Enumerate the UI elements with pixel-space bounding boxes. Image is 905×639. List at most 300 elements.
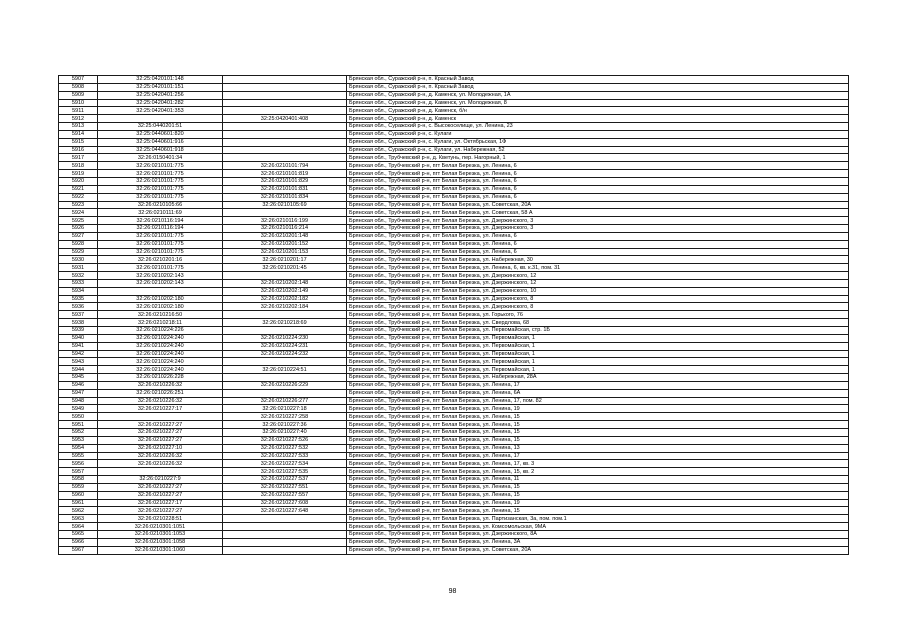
cell-address: Брянская обл., Трубчевский р-н, пгт Белая Березка, ул. Ленина, 13 — [347, 444, 849, 452]
cell-cadastral-number-2: 32:26:0210202:184 — [223, 303, 347, 311]
cell-row-number: 5924 — [59, 209, 98, 217]
cell-address: Брянская обл., Суражский р-н, с. Кулаги, ул. Набережная, 52 — [347, 146, 849, 154]
cell-cadastral-number-2: 32:26:0210227:258 — [223, 413, 347, 421]
cell-address: Брянская обл., Трубчевский р-н, пгт Белая Березка, ул. Дзержинского, 12 — [347, 272, 849, 280]
cell-address: Брянская обл., Трубчевский р-н, пгт Белая Березка, ул. Ленина, 11 — [347, 476, 849, 484]
cell-row-number: 5927 — [59, 232, 98, 240]
cell-address: Брянская обл., Трубчевский р-н, пгт Белая Березка, ул. Горького, 76 — [347, 311, 849, 319]
cell-cadastral-number: 32:26:0210224:240 — [98, 350, 223, 358]
cell-cadastral-number: 32:26:0210224:240 — [98, 342, 223, 350]
cell-address: Брянская обл., Трубчевский р-н, пгт Белая Березка, ул. Советская, 20А — [347, 546, 849, 554]
cell-row-number: 5930 — [59, 256, 98, 264]
page-number: 98 — [448, 588, 457, 595]
table-row — [59, 334, 849, 342]
cell-row-number: 5952 — [59, 428, 98, 436]
cell-address: Брянская обл., Трубчевский р-н, пгт Белая Березка, ул. Ленина, 19 — [347, 499, 849, 507]
cell-row-number: 5967 — [59, 546, 98, 554]
cell-row-number: 5931 — [59, 264, 98, 272]
cell-address: Брянская обл., Трубчевский р-н, пгт Белая Березка, ул. Первомайская, 1 — [347, 334, 849, 342]
cell-address: Брянская обл., Трубчевский р-н, пгт Белая Березка, ул. Свердлова, 68 — [347, 319, 849, 327]
cell-row-number: 5955 — [59, 452, 98, 460]
cell-cadastral-number: 32:26:0210101:775 — [98, 177, 223, 185]
table-row — [59, 350, 849, 358]
cell-cadastral-number-2: 32:26:0210201:17 — [223, 256, 347, 264]
cell-cadastral-number: 32:26:0210101:775 — [98, 193, 223, 201]
table-row — [59, 279, 849, 287]
table-row — [59, 209, 849, 217]
cell-row-number: 5965 — [59, 530, 98, 538]
cell-cadastral-number-2: 32:26:0210201:148 — [223, 232, 347, 240]
cell-row-number: 5920 — [59, 177, 98, 185]
cell-row-number: 5959 — [59, 483, 98, 491]
cell-row-number: 5929 — [59, 248, 98, 256]
cell-row-number: 5925 — [59, 217, 98, 225]
cell-address: Брянская обл., Трубчевский р-н, пгт Белая Березка, ул. Ленина, 15 — [347, 507, 849, 515]
cell-address: Брянская обл., Трубчевский р-н, пгт Белая Березка, ул. Ленина, 17, пом. 82 — [347, 397, 849, 405]
cell-address: Брянская обл., Суражский р-н, с. Кулаги — [347, 130, 849, 138]
table-row — [59, 389, 849, 397]
cell-cadastral-number: 32:26:0210116:194 — [98, 217, 223, 225]
table-row — [59, 248, 849, 256]
cell-cadastral-number-2 — [223, 146, 347, 154]
cell-cadastral-number-2: 32:26:0210227:537 — [223, 476, 347, 484]
cell-cadastral-number-2 — [223, 530, 347, 538]
cell-cadastral-number: 32:26:0210101:775 — [98, 248, 223, 256]
cell-cadastral-number: 32:26:0210227:27 — [98, 491, 223, 499]
cell-cadastral-number: 32:26:0210224:226 — [98, 327, 223, 335]
cell-cadastral-number-2: 32:26:0210227:557 — [223, 491, 347, 499]
cell-address: Брянская обл., Трубчевский р-н, пгт Белая Березка, ул. Дзержинского, 10 — [347, 287, 849, 295]
cell-cadastral-number-2: 32:26:0210202:182 — [223, 295, 347, 303]
cell-cadastral-number: 32:26:0210301:1058 — [98, 538, 223, 546]
table-row — [59, 201, 849, 209]
cell-cadastral-number-2: 32:26:0210224:231 — [223, 342, 347, 350]
cell-address: Брянская обл., Трубчевский р-н, пгт Белая Березка, ул. Советская, 20А — [347, 201, 849, 209]
cell-address: Брянская обл., Трубчевский р-н, д. Кветунь, пер. Нагорный, 1 — [347, 154, 849, 162]
cell-cadastral-number-2 — [223, 107, 347, 115]
cell-cadastral-number-2 — [223, 123, 347, 131]
table-row — [59, 523, 849, 531]
cell-cadastral-number: 32:26:0210202:143 — [98, 272, 223, 280]
cell-cadastral-number: 32:26:0210101:775 — [98, 170, 223, 178]
cell-cadastral-number-2: 32:26:0210218:69 — [223, 319, 347, 327]
cell-row-number: 5916 — [59, 146, 98, 154]
cell-cadastral-number: 32:26:0210301:1051 — [98, 523, 223, 531]
cell-address: Брянская обл., Трубчевский р-н, пгт Белая Березка, ул. Ленина, 17 — [347, 452, 849, 460]
cell-address: Брянская обл., Трубчевский р-н, пгт Белая Березка, ул. Дзержинского, 8 — [347, 295, 849, 303]
cell-row-number: 5961 — [59, 499, 98, 507]
cell-cadastral-number: 32:26:0210226:32 — [98, 381, 223, 389]
cell-cadastral-number: 32:26:0210202:143 — [98, 279, 223, 287]
cell-cadastral-number: 32:26:0210116:194 — [98, 225, 223, 233]
table-row — [59, 146, 849, 154]
cell-row-number: 5919 — [59, 170, 98, 178]
cell-cadastral-number: 32:26:0210101:775 — [98, 240, 223, 248]
cell-cadastral-number-2: 32:26:0210201:153 — [223, 248, 347, 256]
cell-cadastral-number: 32:26:0210224:240 — [98, 366, 223, 374]
cell-row-number: 5945 — [59, 374, 98, 382]
table-row — [59, 499, 849, 507]
cell-cadastral-number: 32:26:0210224:240 — [98, 358, 223, 366]
cell-address: Брянская обл., Трубчевский р-н, пгт Белая Березка, ул. Дзержинского, 3 — [347, 225, 849, 233]
cell-cadastral-number: 32:25:0440601:918 — [98, 146, 223, 154]
cell-cadastral-number-2 — [223, 83, 347, 91]
table-body — [59, 76, 849, 555]
cell-row-number: 5944 — [59, 366, 98, 374]
cell-row-number: 5907 — [59, 76, 98, 84]
cell-cadastral-number-2 — [223, 99, 347, 107]
table-row — [59, 107, 849, 115]
table-row — [59, 476, 849, 484]
cell-address: Брянская обл., Трубчевский р-н, пгт Белая Березка, ул. Ленина, 6А — [347, 389, 849, 397]
cell-row-number: 5957 — [59, 468, 98, 476]
cell-cadastral-number: 32:26:0210227:10 — [98, 444, 223, 452]
cell-cadastral-number: 32:26:0150401:34 — [98, 154, 223, 162]
cell-cadastral-number-2 — [223, 209, 347, 217]
table-row — [59, 327, 849, 335]
cell-cadastral-number: 32:26:0210224:240 — [98, 334, 223, 342]
table-row — [59, 177, 849, 185]
table-row — [59, 358, 849, 366]
cell-cadastral-number-2: 32:26:0210226:229 — [223, 381, 347, 389]
cell-cadastral-number-2: 32:26:0210224:232 — [223, 350, 347, 358]
table-row — [59, 444, 849, 452]
table-row — [59, 428, 849, 436]
cell-cadastral-number: 32:25:0420401:256 — [98, 91, 223, 99]
cell-cadastral-number-2 — [223, 327, 347, 335]
cell-cadastral-number-2 — [223, 138, 347, 146]
cell-cadastral-number-2: 32:26:0210227:532 — [223, 444, 347, 452]
table-row — [59, 436, 849, 444]
table-row — [59, 530, 849, 538]
table-row — [59, 413, 849, 421]
cell-row-number: 5937 — [59, 311, 98, 319]
cell-cadastral-number: 32:26:0210101:775 — [98, 162, 223, 170]
cell-row-number: 5963 — [59, 515, 98, 523]
cell-row-number: 5912 — [59, 115, 98, 123]
table-row — [59, 460, 849, 468]
table-row — [59, 381, 849, 389]
cell-row-number: 5966 — [59, 538, 98, 546]
table-row — [59, 342, 849, 350]
cell-address: Брянская обл., Трубчевский р-н, пгт Белая Березка, ул. Ленина, 19 — [347, 405, 849, 413]
cell-cadastral-number-2: 32:26:0210224:51 — [223, 366, 347, 374]
cell-row-number: 5958 — [59, 476, 98, 484]
cell-row-number: 5954 — [59, 444, 98, 452]
cell-cadastral-number: 32:26:0210227:27 — [98, 436, 223, 444]
cell-address: Брянская обл., Трубчевский р-н, пгт Белая Березка, ул. Дзержинского, 8А — [347, 530, 849, 538]
cell-row-number: 5909 — [59, 91, 98, 99]
cell-address: Брянская обл., Трубчевский р-н, пгт Белая Березка, ул. Ленина, 6 — [347, 177, 849, 185]
cell-address: Брянская обл., Трубчевский р-н, пгт Белая Березка, ул. Ленина, 6 — [347, 170, 849, 178]
cell-row-number: 5926 — [59, 225, 98, 233]
cell-cadastral-number-2: 32:26:0210227:551 — [223, 483, 347, 491]
cell-address: Брянская обл., Трубчевский р-н, пгт Белая Березка, ул. Советская, 58 А — [347, 209, 849, 217]
cell-address: Брянская обл., Суражский р-н, с. Высокоселище, ул. Ленина, 23 — [347, 123, 849, 131]
cell-cadastral-number: 32:26:0210226:32 — [98, 397, 223, 405]
cell-cadastral-number-2 — [223, 523, 347, 531]
table-row — [59, 515, 849, 523]
table-row — [59, 240, 849, 248]
table-row — [59, 193, 849, 201]
cell-address: Брянская обл., Трубчевский р-н, пгт Белая Березка, ул. Первомайская, 1 — [347, 350, 849, 358]
cell-row-number: 5960 — [59, 491, 98, 499]
cell-address: Брянская обл., Трубчевский р-н, пгт Белая Березка, ул. Ленина, 17 — [347, 381, 849, 389]
table-row — [59, 170, 849, 178]
cell-cadastral-number: 32:26:0210105:66 — [98, 201, 223, 209]
cell-address: Брянская обл., Суражский р-н, д. Каменск — [347, 115, 849, 123]
cell-cadastral-number-2: 32:26:0210226:277 — [223, 397, 347, 405]
cell-cadastral-number-2: 32:26:0210116:199 — [223, 217, 347, 225]
cell-cadastral-number-2 — [223, 311, 347, 319]
cell-row-number: 5941 — [59, 342, 98, 350]
table-row — [59, 507, 849, 515]
cell-cadastral-number-2: 32:26:0210227:648 — [223, 507, 347, 515]
table-row — [59, 138, 849, 146]
cell-cadastral-number: 32:26:0210227:27 — [98, 507, 223, 515]
registry-table — [58, 75, 849, 555]
cell-row-number: 5908 — [59, 83, 98, 91]
table-row — [59, 452, 849, 460]
table-row — [59, 287, 849, 295]
cell-row-number: 5946 — [59, 381, 98, 389]
cell-cadastral-number: 32:26:0210227:17 — [98, 405, 223, 413]
cell-cadastral-number: 32:26:0210111:69 — [98, 209, 223, 217]
cell-cadastral-number: 32:25:0420101:148 — [98, 76, 223, 84]
cell-address: Брянская обл., Трубчевский р-н, пгт Белая Березка, ул. Набережная, 28А — [347, 374, 849, 382]
cell-cadastral-number-2: 32:26:0210202:148 — [223, 279, 347, 287]
table-row — [59, 264, 849, 272]
cell-cadastral-number-2: 32:26:0210227:608 — [223, 499, 347, 507]
cell-address: Брянская обл., Трубчевский р-н, пгт Белая Березка, ул. Дзержинского, 12 — [347, 279, 849, 287]
cell-cadastral-number-2: 32:26:0210105:69 — [223, 201, 347, 209]
cell-cadastral-number: 32:26:0210227:17 — [98, 499, 223, 507]
cell-address: Брянская обл., Трубчевский р-н, пгт Белая Березка, ул. Ленина, 6 — [347, 248, 849, 256]
cell-cadastral-number: 32:26:0210301:1060 — [98, 546, 223, 554]
cell-address: Брянская обл., Трубчевский р-н, пгт Белая Березка, ул. Первомайская, стр. 1Б — [347, 327, 849, 335]
cell-cadastral-number-2: 32:26:0210116:214 — [223, 225, 347, 233]
cell-cadastral-number: 32:26:0210101:775 — [98, 264, 223, 272]
cell-cadastral-number: 32:26:0210226:251 — [98, 389, 223, 397]
table-row — [59, 76, 849, 84]
cell-address: Брянская обл., Трубчевский р-н, пгт Белая Березка, ул. Ленина, 15, кв. 2 — [347, 468, 849, 476]
cell-address: Брянская обл., Трубчевский р-н, пгт Белая Березка, ул. Ленина, 6 — [347, 240, 849, 248]
cell-cadastral-number: 32:26:0210226:228 — [98, 374, 223, 382]
table-row — [59, 99, 849, 107]
table-row — [59, 366, 849, 374]
cell-row-number: 5947 — [59, 389, 98, 397]
table-row — [59, 319, 849, 327]
cell-address: Брянская обл., Трубчевский р-н, пгт Белая Березка, ул. Ленина, 15 — [347, 428, 849, 436]
cell-address: Брянская обл., Суражский р-н, д. Каменск, ул. Молодежная, 1А — [347, 91, 849, 99]
cell-cadastral-number: 32:25:0440201:51 — [98, 123, 223, 131]
table-row — [59, 311, 849, 319]
cell-row-number: 5934 — [59, 287, 98, 295]
cell-address: Брянская обл., Трубчевский р-н, пгт Белая Березка, ул. Ленина, 15 — [347, 491, 849, 499]
cell-address: Брянская обл., Трубчевский р-н, пгт Белая Березка, ул. Ленина, 6 — [347, 162, 849, 170]
cell-cadastral-number: 32:26:0210226:32 — [98, 452, 223, 460]
cell-address: Брянская обл., Суражский р-н, п. Красный Завод — [347, 83, 849, 91]
cell-row-number: 5951 — [59, 421, 98, 429]
cell-address: Брянская обл., Трубчевский р-н, пгт Белая Березка, ул. Ленина, 6 — [347, 232, 849, 240]
table-row — [59, 546, 849, 554]
cell-cadastral-number-2 — [223, 154, 347, 162]
cell-row-number: 5921 — [59, 185, 98, 193]
cell-cadastral-number-2: 32:26:0210227:535 — [223, 468, 347, 476]
table-row — [59, 405, 849, 413]
cell-cadastral-number: 32:25:0440601:916 — [98, 138, 223, 146]
cell-address: Брянская обл., Трубчевский р-н, пгт Белая Березка, ул. Ленина, 15 — [347, 436, 849, 444]
cell-cadastral-number-2: 32:26:0210201:152 — [223, 240, 347, 248]
cell-cadastral-number-2: 32:26:0210201:45 — [223, 264, 347, 272]
cell-address: Брянская обл., Трубчевский р-н, пгт Белая Березка, ул. Первомайская, 1 — [347, 366, 849, 374]
cell-address: Брянская обл., Трубчевский р-н, пгт Белая Березка, ул. Ленина, 6, кв. к.31, пом. 31 — [347, 264, 849, 272]
cell-address: Брянская обл., Трубчевский р-н, пгт Белая Березка, ул. Дзержинского, 8 — [347, 303, 849, 311]
cell-row-number: 5917 — [59, 154, 98, 162]
cell-address: Брянская обл., Трубчевский р-н, пгт Белая Березка, ул. Ленина, 3А — [347, 538, 849, 546]
cell-address: Брянская обл., Трубчевский р-н, пгт Белая Березка, ул. Первомайская, 1 — [347, 358, 849, 366]
cell-cadastral-number: 32:26:0210101:775 — [98, 232, 223, 240]
cell-cadastral-number-2: 32:26:0210101:834 — [223, 193, 347, 201]
cell-cadastral-number: 32:25:0420401:282 — [98, 99, 223, 107]
cell-cadastral-number-2: 32:26:0210227:36 — [223, 421, 347, 429]
cell-cadastral-number-2: 32:26:0210202:149 — [223, 287, 347, 295]
cell-row-number: 5942 — [59, 350, 98, 358]
cell-address: Брянская обл., Суражский р-н, с. Кулаги, ул. Октябрьская, 1Ф — [347, 138, 849, 146]
table-row — [59, 491, 849, 499]
cell-cadastral-number-2 — [223, 91, 347, 99]
cell-cadastral-number: 32:26:0210301:1053 — [98, 530, 223, 538]
cell-cadastral-number — [98, 468, 223, 476]
cell-cadastral-number-2 — [223, 374, 347, 382]
cell-row-number: 5933 — [59, 279, 98, 287]
cell-address: Брянская обл., Трубчевский р-н, пгт Белая Березка, ул. Ленина, 6 — [347, 193, 849, 201]
cell-cadastral-number: 32:26:0210227:9 — [98, 476, 223, 484]
cell-cadastral-number-2: 32:26:0210227:533 — [223, 452, 347, 460]
cell-cadastral-number: 32:26:0210227:27 — [98, 428, 223, 436]
cell-row-number: 5956 — [59, 460, 98, 468]
cell-address: Брянская обл., Трубчевский р-н, пгт Белая Березка, ул. Ленина, 15 — [347, 413, 849, 421]
registry-table-container — [58, 75, 848, 555]
cell-cadastral-number: 32:25:0420101:151 — [98, 83, 223, 91]
cell-row-number: 5964 — [59, 523, 98, 531]
cell-address: Брянская обл., Трубчевский р-н, пгт Белая Березка, ул. Ленина, 15 — [347, 483, 849, 491]
cell-row-number: 5939 — [59, 327, 98, 335]
table-row — [59, 272, 849, 280]
cell-row-number: 5948 — [59, 397, 98, 405]
cell-cadastral-number-2: 32:26:0210227:534 — [223, 460, 347, 468]
cell-cadastral-number: 32:25:0420401:353 — [98, 107, 223, 115]
cell-cadastral-number-2 — [223, 130, 347, 138]
cell-cadastral-number-2 — [223, 515, 347, 523]
cell-row-number: 5938 — [59, 319, 98, 327]
cell-address: Брянская обл., Суражский р-н, д. Каменск, ул. Молодежная, 8 — [347, 99, 849, 107]
cell-row-number: 5923 — [59, 201, 98, 209]
cell-cadastral-number: 32:26:0210202:180 — [98, 303, 223, 311]
table-row — [59, 225, 849, 233]
cell-cadastral-number — [98, 115, 223, 123]
cell-cadastral-number-2: 32:26:0210101:831 — [223, 185, 347, 193]
cell-row-number: 5949 — [59, 405, 98, 413]
cell-address: Брянская обл., Суражский р-н, п. Красный Завод — [347, 76, 849, 84]
table-row — [59, 162, 849, 170]
table-row — [59, 123, 849, 131]
cell-cadastral-number: 32:25:0440601:820 — [98, 130, 223, 138]
table-row — [59, 217, 849, 225]
cell-row-number: 5936 — [59, 303, 98, 311]
cell-address: Брянская обл., Трубчевский р-н, пгт Белая Березка, ул. Комсомольская, 9МА — [347, 523, 849, 531]
cell-row-number: 5922 — [59, 193, 98, 201]
cell-row-number: 5940 — [59, 334, 98, 342]
cell-cadastral-number-2 — [223, 272, 347, 280]
table-row — [59, 256, 849, 264]
cell-address: Брянская обл., Трубчевский р-н, пгт Белая Березка, ул. Первомайская, 1 — [347, 342, 849, 350]
table-row — [59, 303, 849, 311]
cell-cadastral-number-2 — [223, 546, 347, 554]
table-row — [59, 295, 849, 303]
table-row — [59, 83, 849, 91]
cell-cadastral-number-2: 32:26:0210227:18 — [223, 405, 347, 413]
table-row — [59, 483, 849, 491]
cell-cadastral-number: 32:26:0210202:180 — [98, 295, 223, 303]
cell-address: Брянская обл., Суражский р-н, д. Каменск, б/н — [347, 107, 849, 115]
table-row — [59, 115, 849, 123]
cell-cadastral-number: 32:26:0210201:16 — [98, 256, 223, 264]
cell-cadastral-number-2 — [223, 538, 347, 546]
table-row — [59, 185, 849, 193]
cell-cadastral-number: 32:26:0210216:50 — [98, 311, 223, 319]
cell-cadastral-number-2 — [223, 76, 347, 84]
table-row — [59, 468, 849, 476]
cell-row-number: 5913 — [59, 123, 98, 131]
cell-address: Брянская обл., Трубчевский р-н, пгт Белая Березка, ул. Ленина, 6 — [347, 185, 849, 193]
table-row — [59, 538, 849, 546]
table-row — [59, 130, 849, 138]
cell-address: Брянская обл., Трубчевский р-н, пгт Белая Березка, ул. Партизанская, 3а, пом. пом.1 — [347, 515, 849, 523]
cell-cadastral-number-2: 32:26:0210101:829 — [223, 177, 347, 185]
cell-cadastral-number: 32:26:0210218:11 — [98, 319, 223, 327]
cell-cadastral-number: 32:26:0210227:27 — [98, 421, 223, 429]
cell-row-number: 5915 — [59, 138, 98, 146]
cell-row-number: 5943 — [59, 358, 98, 366]
cell-cadastral-number: 32:26:0210226:32 — [98, 460, 223, 468]
cell-row-number: 5962 — [59, 507, 98, 515]
table-row — [59, 232, 849, 240]
cell-address: Брянская обл., Трубчевский р-н, пгт Белая Березка, ул. Дзержинского, 3 — [347, 217, 849, 225]
cell-row-number: 5911 — [59, 107, 98, 115]
cell-row-number: 5928 — [59, 240, 98, 248]
table-row — [59, 397, 849, 405]
cell-address: Брянская обл., Трубчевский р-н, пгт Белая Березка, ул. Набережная, 30 — [347, 256, 849, 264]
cell-cadastral-number — [98, 287, 223, 295]
table-row — [59, 91, 849, 99]
cell-row-number: 5932 — [59, 272, 98, 280]
table-row — [59, 154, 849, 162]
table-row — [59, 421, 849, 429]
cell-address: Брянская обл., Трубчевский р-н, пгт Белая Березка, ул. Ленина, 17, кв. 3 — [347, 460, 849, 468]
cell-row-number: 5918 — [59, 162, 98, 170]
cell-row-number: 5953 — [59, 436, 98, 444]
cell-cadastral-number — [98, 413, 223, 421]
table-row — [59, 374, 849, 382]
cell-cadastral-number: 32:26:0210228:51 — [98, 515, 223, 523]
cell-cadastral-number-2 — [223, 389, 347, 397]
cell-cadastral-number-2: 32:25:0420401:408 — [223, 115, 347, 123]
cell-row-number: 5914 — [59, 130, 98, 138]
cell-cadastral-number-2: 32:26:0210101:794 — [223, 162, 347, 170]
cell-cadastral-number-2: 32:26:0210227:40 — [223, 428, 347, 436]
cell-cadastral-number-2: 32:26:0210227:526 — [223, 436, 347, 444]
